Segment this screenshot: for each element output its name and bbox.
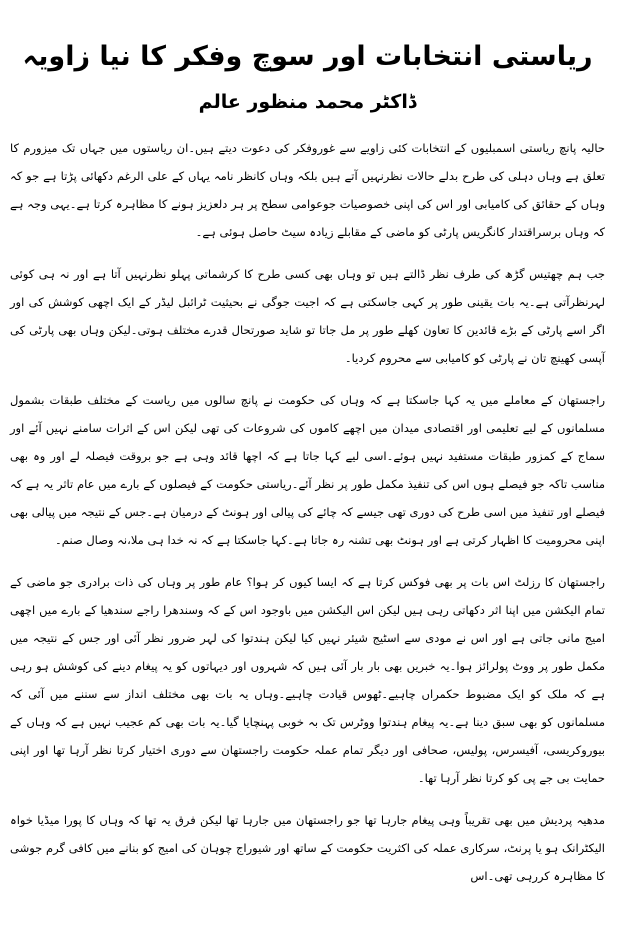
paragraph-madhya-pradesh: مدھیہ پردیش میں بھی تقریباً وہی پیغام جارہا تھا جو راجستھان میں جارہا تھا لیکن فرق یہ تھا کہ وہاں کا پورا میڈیا خواہ الیکٹرانک ہو یا پرنٹ، سرکاری عملہ کی اکثریت حکومت کے ساتھ اور شیوراج چوہان کی امیج کو بنانے میں کافی گرم جوشی کا مظاہرہ کررہی تھی۔اس <box>10 813 605 883</box>
article-author: ڈاکٹر محمد منظور عالم <box>198 91 417 113</box>
paragraph-rajasthan-government: راجستھان کے معاملے میں یہ کہا جاسکتا ہے کہ وہاں کی حکومت نے پانچ سالوں میں ریاست کے مختلف طبقات بشمول مسلمانوں کے لیے تعلیمی اور اقتصادی میدان میں اچھے کاموں کی شروعات کی تھی لیکن اس کے اثرات سامنے نہیں آئے اور سماج کے کمزور طبقات مستفید نہیں ہوئے۔اسی لیے کہا جاتا ہے کہ اچھا قائد وہی ہے جو بروقت فیصلہ لے اور وہ بھی مناسب تاکہ جو فیصلے ہوں اس کی تنفیذ مکمل طور پر نظر آئے۔ریاستی حکومت کے فیصلوں کے بارے میں عام تاثر یہ ہے کہ فیصلے اور تنفیذ میں اسی طرح کی دوری تھی جیسے کہ چائے کی پیالی اور ہونٹ کے درمیان ہے۔جس کے نتیجہ میں پیالی بھی اپنی محرومیت کا اظہار کرتی ہے اور ہونٹ بھی تشنہ رہ جاتا ہے۔کہا جاسکتا ہے کہ نہ خدا ہی ملا،نہ وصال صنم۔ <box>10 393 605 547</box>
paragraph-rajasthan-result: راجستھان کا رزلٹ اس بات پر بھی فوکس کرتا ہے کہ ایسا کیوں کر ہوا؟ عام طور پر وہاں کی ذات برادری جو ماضی کے تمام الیکشن میں اپنا اثر دکھاتی رہی ہیں لیکن اس الیکشن میں باوجود اس کے کہ وسندھرا راجے سندھیا کے بارے میں اچھی امیج مانی جاتی ہے اور اس نے مودی سے اسٹیج شیئر نہیں کیا لیکن ہندتوا کی لہر ضرور نظر آئی اور جس کے نتیجہ میں مکمل طور پر ووٹ پولرائز ہوا۔یہ خبریں بھی بار بار آئی ہیں کہ شہروں اور دیہاتوں کو یہ پیغام دینے کی کوشش ہو رہی ہے کہ ملک کو ایک مضبوط حکمراں چاہیے۔ٹھوس قیادت چاہیے۔وہاں یہ بات بھی مختلف انداز سے سننے میں آئی کہ مسلمانوں کو بھی سبق دینا ہے۔یہ پیغام ہندتوا ووٹرس تک بہ خوبی پہنچایا گیا۔یہ بات بھی کم عجیب نہیں ہے کہ وہاں کے بیوروکریسی، آفیسرس، پولیس، صحافی اور دیگر تمام عملہ حکومت راجستھان سے دوری اختیار کرتا نظر آرہا تھا اور اپنی حمایت بی جے پی کو کرتا نظر آرہا تھا۔ <box>10 575 605 785</box>
article-title: ریاستی انتخابات اور سوچ وفکر کا نیا زاویہ <box>22 41 593 72</box>
paragraph-mizoram: حالیہ پانچ ریاستی اسمبلیوں کے انتخابات کئی زاویے سے غوروفکر کی دعوت دیتے ہیں۔ان ریاستوں میں جہاں تک میزورم کا تعلق ہے وہاں دہلی کی طرح بدلے حالات نظرنہیں آتے ہیں بلکہ وہاں کانظر نامہ یہاں کے علی الرغم دکھائی پڑتا ہے جو کہ وہاں کے حقائق کی کامیابی اور اس کی اپنی خصوصیات جوعوامی سطح پر ہر دلعزیز ہونے کا مظاہرہ کرتا ہے۔یہی وجہ ہے کہ وہاں برسراقتدار کانگریس پارٹی کو ماضی کے مقابلے زیادہ سیٹ حاصل ہوئی ہے۔ <box>10 141 605 239</box>
article-body <box>10 134 605 890</box>
paragraph-chhattisgarh: جب ہم چھتیس گڑھ کی طرف نظر ڈالتے ہیں تو وہاں بھی کسی طرح کا کرشماتی پہلو نظرنہیں آتا ہے اور نہ ہی کوئی لہرنظرآتی ہے۔یہ بات یقینی طور پر کہی جاسکتی ہے کہ اجیت جوگی نے بحیثیت ٹرائبل لیڈر کے ایک اچھی کوشش کی اور اگر اسے پارٹی کے بڑے قائدین کا تعاون کھلے طور پر مل جاتا تو شاید صورتحال قدرے مختلف ہوتی۔لیکن وہاں بھی پارٹی کی آپسی کھینچ تان نے پارٹی کو کامیابی سے محروم کردیا۔ <box>10 267 605 365</box>
